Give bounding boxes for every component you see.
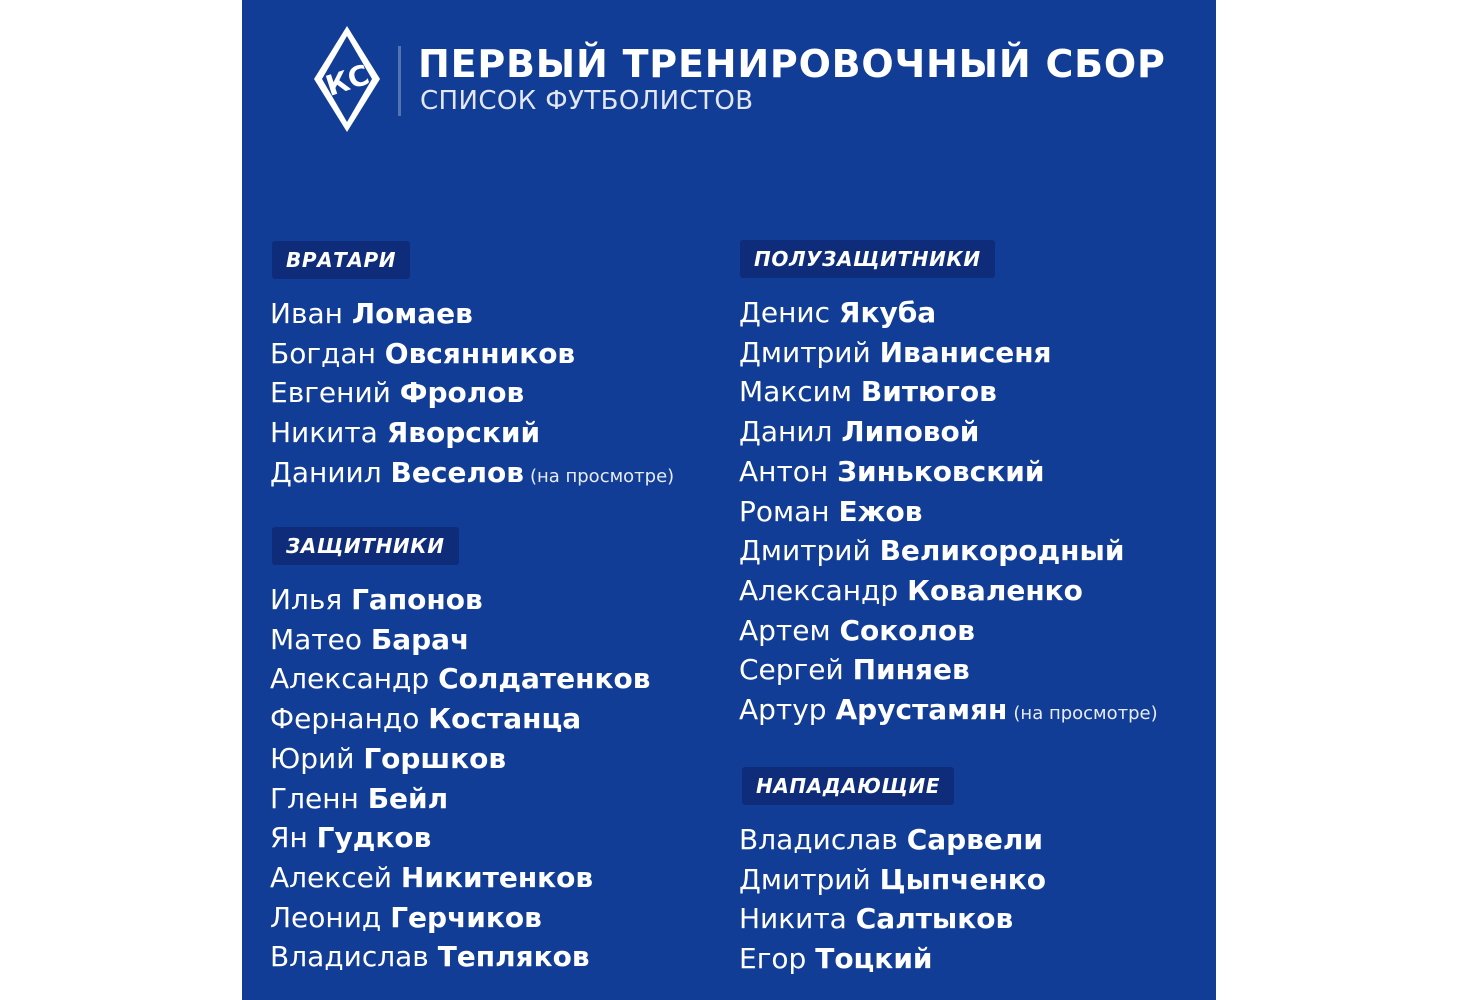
page-subtitle: СПИСОК ФУТБОЛИСТОВ xyxy=(420,86,754,116)
player-last-name: Гапонов xyxy=(351,583,483,616)
player-row xyxy=(739,412,1158,452)
player-last-name: Зиньковский xyxy=(837,454,1045,488)
player-row xyxy=(270,580,650,620)
player-first-name: Артем xyxy=(739,613,831,647)
player-row xyxy=(270,898,650,938)
player-last-name: Тепляков xyxy=(437,940,590,974)
player-last-name: Якуба xyxy=(838,296,937,329)
player-last-name: Гудков xyxy=(316,821,432,855)
player-row xyxy=(739,611,1158,651)
player-last-name: Сарвели xyxy=(906,823,1044,856)
player-first-name: Владислав xyxy=(270,940,429,974)
player-row xyxy=(270,413,674,453)
player-last-name: Салтыков xyxy=(855,902,1014,936)
player-first-name: Фернандо xyxy=(270,702,420,736)
player-last-name: Цыпченко xyxy=(879,862,1047,896)
player-row xyxy=(739,690,1158,734)
player-row xyxy=(739,293,1158,333)
player-last-name: Герчиков xyxy=(390,900,542,934)
player-last-name: Великородный xyxy=(879,534,1125,568)
player-row xyxy=(270,620,650,660)
player-first-name: Иван xyxy=(270,297,343,330)
player-row xyxy=(739,899,1046,939)
player-last-name: Бейл xyxy=(367,781,449,815)
player-row xyxy=(739,372,1158,412)
goalkeepers-label: ВРАТАРИ xyxy=(272,241,410,279)
player-last-name: Барач xyxy=(370,622,470,656)
player-first-name: Артур xyxy=(739,693,827,727)
player-first-name: Богдан xyxy=(270,336,376,370)
midfielders-list xyxy=(739,293,1158,734)
player-row xyxy=(270,739,650,779)
player-row xyxy=(270,937,650,977)
player-first-name: Юрий xyxy=(270,741,355,775)
player-first-name: Максим xyxy=(739,375,852,409)
player-last-name: Никитенков xyxy=(400,860,594,894)
player-first-name: Роман xyxy=(739,494,830,528)
club-logo xyxy=(312,24,382,134)
player-last-name: Соколов xyxy=(839,613,975,647)
player-first-name: Александр xyxy=(270,662,430,696)
player-last-name: Яворский xyxy=(386,416,541,450)
player-first-name: Никита xyxy=(739,902,847,936)
player-first-name: Алексей xyxy=(270,860,393,894)
logo-text: КС xyxy=(321,58,374,103)
player-last-name: Солдатенков xyxy=(438,662,651,696)
player-row xyxy=(739,333,1158,373)
player-first-name: Дмитрий xyxy=(739,862,871,896)
player-row xyxy=(739,939,1046,979)
player-row xyxy=(270,294,674,334)
player-row xyxy=(739,650,1158,690)
player-row xyxy=(270,373,674,413)
player-row xyxy=(739,860,1046,900)
player-first-name: Илья xyxy=(270,583,343,616)
player-row xyxy=(270,818,650,858)
player-last-name: Веселов xyxy=(390,455,524,489)
player-row xyxy=(270,699,650,739)
player-row xyxy=(270,858,650,898)
goalkeepers-list xyxy=(270,294,674,497)
player-last-name: Тоцкий xyxy=(815,942,933,976)
player-row xyxy=(270,334,674,374)
player-row xyxy=(270,453,674,497)
player-first-name: Евгений xyxy=(270,376,391,410)
player-first-name: Антон xyxy=(739,454,829,488)
player-row xyxy=(270,779,650,819)
player-row xyxy=(739,492,1158,532)
page-title: ПЕРВЫЙ ТРЕНИРОВОЧНЫЙ СБОР xyxy=(418,42,1166,86)
player-first-name: Егор xyxy=(739,942,807,976)
player-last-name: Коваленко xyxy=(907,573,1083,607)
player-last-name: Фролов xyxy=(399,376,525,410)
player-last-name: Пиняев xyxy=(852,653,970,687)
player-first-name: Сергей xyxy=(739,653,844,687)
defenders-list xyxy=(270,580,650,977)
midfielders-label: ПОЛУЗАЩИТНИКИ xyxy=(740,240,995,278)
player-last-name: Костанца xyxy=(428,702,582,736)
player-row xyxy=(270,659,650,699)
player-first-name: Дмитрий xyxy=(739,335,871,369)
player-first-name: Данил xyxy=(739,415,833,449)
player-first-name: Гленн xyxy=(270,781,359,815)
player-last-name: Ломаев xyxy=(351,297,473,330)
forwards-list xyxy=(739,820,1046,979)
player-first-name: Матео xyxy=(270,622,362,656)
roster-poster xyxy=(242,0,1216,1000)
player-row xyxy=(739,571,1158,611)
player-first-name: Ян xyxy=(270,821,308,855)
player-last-name: Иванисеня xyxy=(879,335,1052,369)
player-row xyxy=(739,531,1158,571)
player-note: (на просмотре) xyxy=(1013,703,1158,725)
player-last-name: Ежов xyxy=(838,494,923,528)
defenders-label: ЗАЩИТНИКИ xyxy=(272,527,459,565)
player-first-name: Александр xyxy=(739,573,899,607)
player-first-name: Денис xyxy=(739,296,830,329)
player-first-name: Дмитрий xyxy=(739,534,871,568)
player-first-name: Владислав xyxy=(739,823,898,856)
player-note: (на просмотре) xyxy=(529,465,675,487)
player-row xyxy=(739,820,1046,860)
player-last-name: Арустамян xyxy=(835,693,1008,727)
player-last-name: Витюгов xyxy=(860,375,997,409)
header-divider xyxy=(398,46,401,116)
player-first-name: Даниил xyxy=(270,455,382,489)
player-last-name: Липовой xyxy=(841,415,980,449)
forwards-label: НАПАДАЮЩИЕ xyxy=(742,767,954,805)
player-last-name: Овсянников xyxy=(384,336,576,370)
player-last-name: Горшков xyxy=(363,741,507,775)
player-first-name: Никита xyxy=(270,416,378,450)
player-first-name: Леонид xyxy=(270,900,382,934)
player-row xyxy=(739,452,1158,492)
